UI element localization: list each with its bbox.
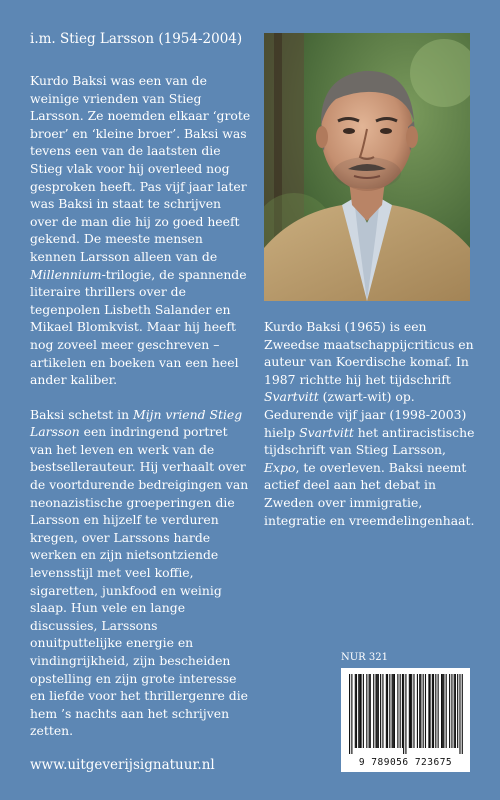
italic-title-run: Mijn vriend Stieg Larsson xyxy=(30,406,243,440)
text-run: (zwart-wit) op. Gedurende vijf jaar (1998-2003) hielp xyxy=(264,389,467,440)
barcode-bar xyxy=(386,674,387,748)
barcode-bar xyxy=(451,674,452,748)
isbn-digits: 9 789056 723675 xyxy=(358,757,453,768)
barcode-bar xyxy=(382,674,383,748)
text-run: een indringend portret van het leven en werk van de bestsellerauteur. Hij verhaalt over de voortdurende bedreigingen van neonazistische groeperingen die Larsson en hijzelf te verduren kregen, over Larssons harde werken en zijn nietsontziende levensstijl met veel koffie, sigaretten, junkfood en weinig slaap. Hun vele en lange discussies, Larssons onuitputtelijke energie en vindingrijkheid, zijn bescheiden opstelling en zijn grote interesse en liefde voor het thrillergenre die hem ’s nachts aan het schrijven zetten. xyxy=(30,424,249,739)
barcode-bar xyxy=(392,674,393,748)
barcode-bar xyxy=(351,674,352,754)
barcode-bar xyxy=(366,674,367,748)
barcode-bar xyxy=(419,674,420,748)
barcode-bar xyxy=(387,674,388,748)
italic-title-run: Millennium xyxy=(30,266,102,282)
barcode-bar xyxy=(423,674,424,748)
barcode-bar xyxy=(378,674,379,748)
italic-title-run: Expo xyxy=(264,459,296,475)
text-run: Baksi schetst in xyxy=(30,406,134,422)
text-run: -trilogie, de spannende literaire thrillers over de tegenpolen Lisbeth Salander en Mikael Blomkvist. Maar hij heeft nog zoveel meer geschreven – artikelen en boeken van een heel ander kaliber. xyxy=(30,266,247,388)
barcode-bar xyxy=(442,674,443,748)
barcode-bar xyxy=(370,674,371,748)
barcode-bar xyxy=(454,674,455,748)
barcode-bar xyxy=(389,674,390,748)
barcode-bar xyxy=(373,674,374,748)
barcode-bar xyxy=(411,674,412,748)
barcode-bar xyxy=(413,674,414,748)
barcode-bar xyxy=(349,674,350,754)
barcode-bars xyxy=(341,668,470,756)
barcode-bar xyxy=(449,674,450,748)
barcode-bar xyxy=(377,674,378,748)
text-run: Kurdo Baksi was een van de weinige vrienden van Stieg Larsson. Ze noemden elkaar ‘grote broer’ en ‘kleine broer’. Baksi was tevens een van de laatsten die Stieg vlak voor hij overleed nog gesproken heeft. Pas vijf jaar later was Baksi in staat te schrijven over de man die hij zo goed heeft gekend. De meeste mensen kennen Larsson alleen van de xyxy=(30,73,251,264)
barcode-bar xyxy=(397,674,398,748)
blurb-paragraph-2 xyxy=(30,406,252,740)
barcode-bar xyxy=(380,674,381,748)
barcode-bar xyxy=(443,674,444,748)
text-run: het antiracistische tijdschrift van Stieg Larsson, xyxy=(264,424,475,458)
isbn-barcode xyxy=(341,668,470,772)
author-bio-text xyxy=(264,318,476,529)
author-bio xyxy=(264,318,476,529)
barcode-bar xyxy=(361,674,362,748)
barcode-bar xyxy=(369,674,370,748)
text-run: Kurdo Baksi (1965) is een Zweedse maatschappijcriticus en auteur van Koerdische komaf. In 1987 richtte hij het tijdschrift xyxy=(264,319,474,387)
barcode-bar xyxy=(417,674,418,748)
blurb xyxy=(30,72,252,740)
barcode-bar xyxy=(363,674,364,748)
dedication: i.m. Stieg Larsson (1954-2004) xyxy=(30,31,243,47)
barcode-bar xyxy=(402,674,403,748)
barcode-bar xyxy=(438,674,439,748)
barcode-bar xyxy=(403,674,404,754)
barcode-bar xyxy=(394,674,395,748)
barcode-bar xyxy=(410,674,411,748)
barcode-bar xyxy=(435,674,436,748)
barcode-bar xyxy=(400,674,401,748)
barcode-bar xyxy=(446,674,447,748)
nur-code: NUR 321 xyxy=(341,652,388,663)
italic-title-run: Svartvitt xyxy=(264,389,319,405)
barcode-bar xyxy=(425,674,426,748)
barcode-bar xyxy=(428,674,429,748)
blurb-paragraph-1 xyxy=(30,72,252,389)
barcode-bar xyxy=(459,674,460,754)
barcode-bar xyxy=(359,674,360,748)
barcode-bar xyxy=(433,674,434,748)
barcode-bar xyxy=(441,674,442,748)
author-portrait-illustration xyxy=(264,33,470,301)
barcode-bar xyxy=(409,674,410,748)
barcode-bar xyxy=(393,674,394,748)
text-run: , te overleven. Baksi neemt actief deel aan het debat in Zweden over immigratie, integratie en vreemdelingenhaat. xyxy=(264,459,475,528)
author-photo xyxy=(264,33,470,301)
italic-title-run: Svartvitt xyxy=(299,424,354,440)
barcode-bar xyxy=(358,674,359,748)
barcode-bar xyxy=(375,674,376,748)
barcode-bar xyxy=(430,674,431,748)
publisher-website: www.uitgeverijsignatuur.nl xyxy=(30,757,215,773)
barcode-bar xyxy=(462,674,463,754)
barcode-bar xyxy=(405,674,406,754)
barcode-bar xyxy=(420,674,421,748)
barcode-bar xyxy=(455,674,456,748)
barcode-bar xyxy=(457,674,458,748)
barcode-bar xyxy=(356,674,357,748)
barcode-bar xyxy=(432,674,433,748)
barcode-bar xyxy=(355,674,356,748)
